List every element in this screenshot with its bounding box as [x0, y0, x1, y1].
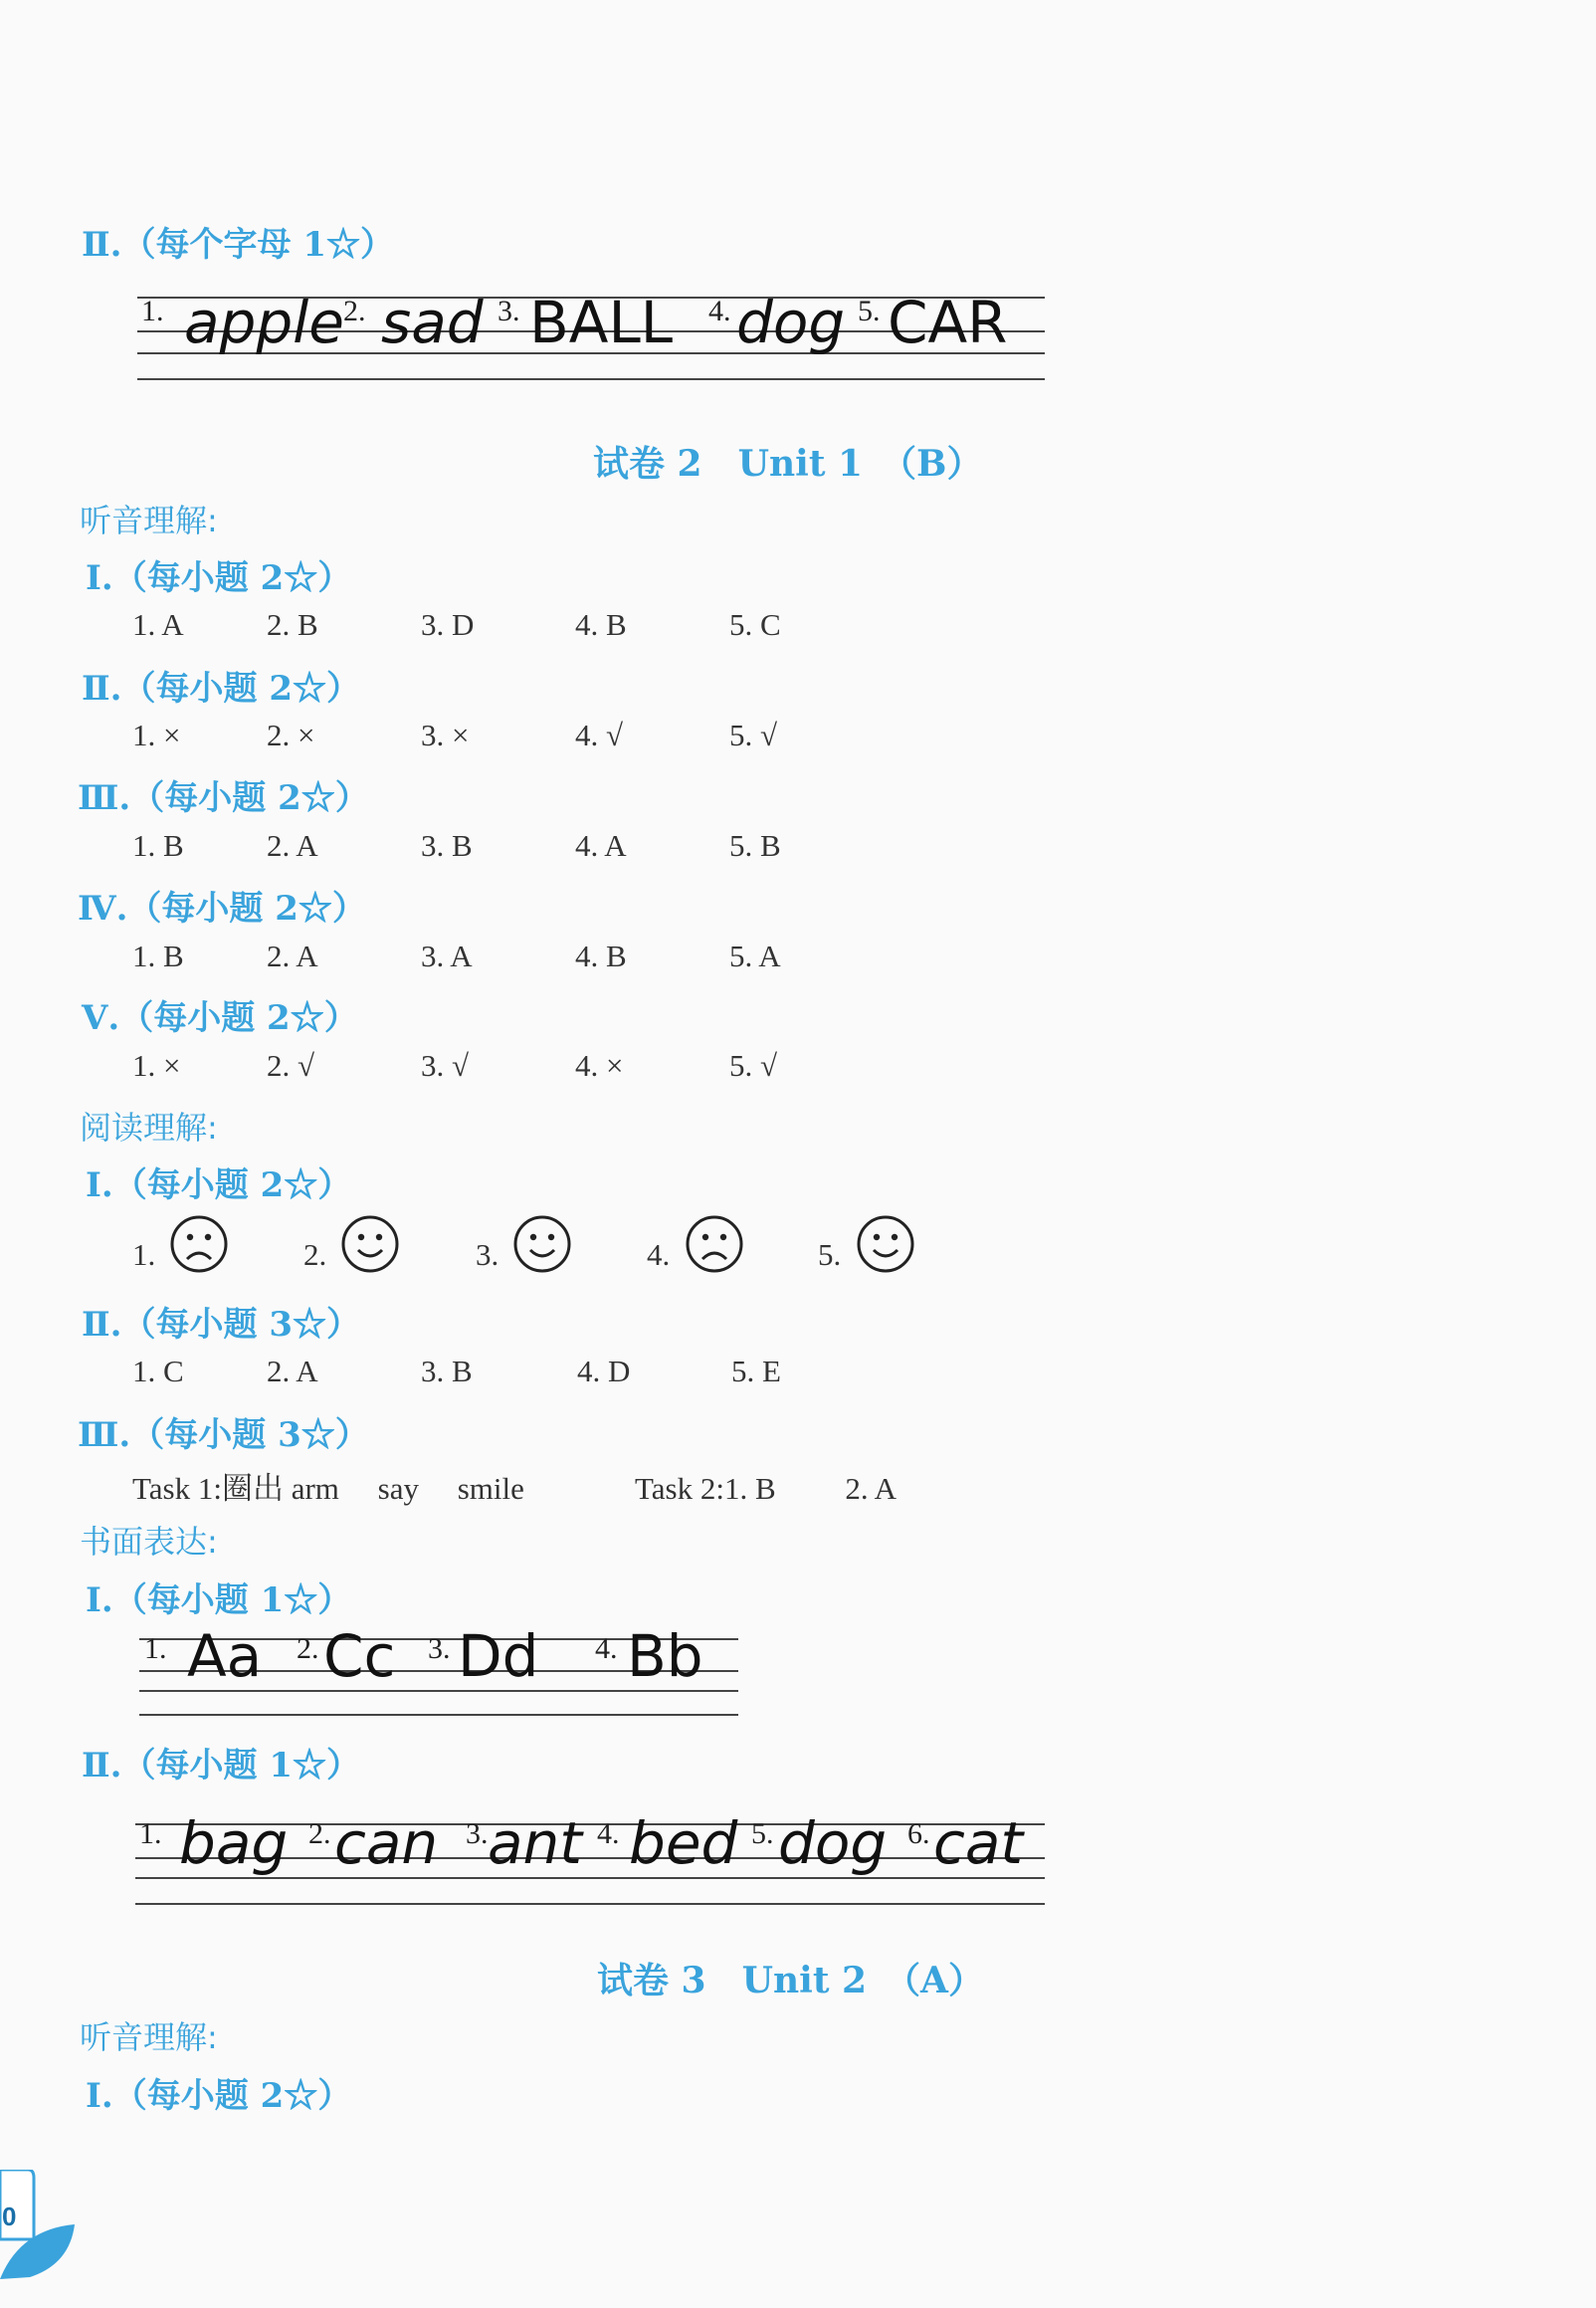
reading-label: 阅读理解:	[80, 1109, 218, 1147]
answer-item: 4. B	[575, 607, 627, 642]
happy-face-icon	[340, 1214, 400, 1274]
answer-number: 5.	[818, 1237, 842, 1272]
answer-number: 6.	[907, 1817, 930, 1850]
sad-face-icon	[169, 1214, 229, 1274]
answer-number: 1.	[144, 1632, 167, 1665]
section-header: Ⅰ.（每小题 2☆）	[86, 558, 352, 598]
section-header: Ⅰ.（每小题 2☆）	[86, 1165, 352, 1205]
answer-number: 3.	[466, 1817, 489, 1850]
section-header: Ⅱ.（每小题 3☆）	[82, 1305, 360, 1345]
answer-item: 4. √	[575, 718, 624, 752]
answer-item: 3. D	[421, 607, 475, 642]
handwritten-word: Cc	[323, 1622, 396, 1690]
handwritten-word: cat	[933, 1809, 1024, 1877]
answer-number: 4.	[647, 1237, 671, 1272]
answer-item: 2. √	[267, 1048, 315, 1083]
answer-number: 1.	[141, 295, 164, 327]
answer-number: 3.	[428, 1632, 451, 1665]
section-header: Ⅳ.（每小题 2☆）	[78, 889, 366, 929]
section-header: Ⅱ.（每小题 1☆）	[82, 1746, 360, 1785]
answer-number: 2.	[343, 295, 366, 327]
answer-item: 4. ×	[575, 1048, 624, 1083]
answer-number: 4.	[708, 295, 731, 327]
answer-item: 1. ×	[132, 1048, 181, 1083]
answer-number: 3.	[476, 1237, 499, 1272]
listening-label: 听音理解:	[80, 502, 218, 539]
section-header: Ⅱ.（每个字母 1☆）	[82, 225, 394, 265]
handwritten-word: Aa	[187, 1622, 263, 1690]
answer-item: 2. A	[267, 828, 318, 863]
answer-item: 3. B	[421, 828, 473, 863]
section-header: Ⅴ.（每小题 2☆）	[82, 998, 358, 1038]
section-header: Ⅲ.（每小题 3☆）	[78, 1415, 369, 1455]
handwritten-word: sad	[381, 289, 484, 356]
handwritten-word: CAR	[888, 289, 1008, 356]
section-header: Ⅲ.（每小题 2☆）	[78, 778, 369, 818]
answer-item: 5. √	[729, 718, 778, 752]
answer-item: 4. D	[577, 1354, 631, 1388]
task2-answer: Task 2:1. B 2. A	[635, 1471, 898, 1506]
task1-answer: Task 1:圈出 arm say smile	[132, 1471, 524, 1506]
answer-number: 5.	[751, 1817, 774, 1850]
answer-number: 1.	[132, 1237, 156, 1272]
handwritten-word: bed	[629, 1809, 738, 1877]
answer-item: 5. B	[729, 828, 781, 863]
answer-item: 2. ×	[267, 718, 315, 752]
answer-item: 5. A	[729, 939, 781, 973]
answer-number: 3.	[498, 295, 520, 327]
answer-item: 4. A	[575, 828, 627, 863]
page-number: 0	[2, 2202, 17, 2231]
answer-item: 1. B	[132, 939, 184, 973]
answer-item: 3. A	[421, 939, 473, 973]
answer-item: 2. A	[267, 1354, 318, 1388]
answer-number: 2.	[308, 1817, 331, 1850]
answer-number: 4.	[597, 1817, 620, 1850]
handwritten-word: bag	[179, 1809, 289, 1877]
answer-number: 2.	[297, 1632, 319, 1665]
answer-number: 1.	[139, 1817, 162, 1850]
paper-title: 试卷 2 Unit 1 （B）	[593, 443, 983, 485]
sad-face-icon	[685, 1214, 744, 1274]
handwritten-word: ant	[488, 1809, 583, 1877]
answer-item: 3. B	[421, 1354, 473, 1388]
answer-item: 2. B	[267, 607, 318, 642]
handwritten-word: Bb	[627, 1622, 703, 1690]
answer-item: 1. C	[132, 1354, 184, 1388]
paper-title: 试卷 3 Unit 2 （A）	[597, 1960, 984, 2001]
answer-item: 5. C	[729, 607, 781, 642]
answer-item: 3. √	[421, 1048, 470, 1083]
answer-item: 5. √	[729, 1048, 778, 1083]
writing-label: 书面表达:	[80, 1523, 218, 1561]
section-header: Ⅰ.（每小题 1☆）	[86, 1580, 352, 1620]
answer-number: 5.	[858, 295, 881, 327]
answer-item: 1. ×	[132, 718, 181, 752]
section-header: Ⅱ.（每小题 2☆）	[82, 669, 360, 709]
listening-label: 听音理解:	[80, 2018, 218, 2056]
handwritten-word: Dd	[458, 1622, 539, 1690]
answer-item: 1. B	[132, 828, 184, 863]
handwritten-word: can	[334, 1809, 439, 1877]
happy-face-icon	[856, 1214, 915, 1274]
happy-face-icon	[512, 1214, 572, 1274]
answer-item: 2. A	[267, 939, 318, 973]
section-header: Ⅰ.（每小题 2☆）	[86, 2076, 352, 2116]
answer-item: 3. ×	[421, 718, 470, 752]
answer-item: 1. A	[132, 607, 184, 642]
answer-item: 5. E	[731, 1354, 781, 1388]
answer-item: 4. B	[575, 939, 627, 973]
handwritten-word: dog	[778, 1809, 888, 1877]
handwritten-word: apple	[184, 289, 344, 356]
answer-number: 2.	[303, 1237, 327, 1272]
handwritten-word: dog	[736, 289, 846, 356]
handwritten-word: BALL	[529, 289, 674, 356]
answer-number: 4.	[595, 1632, 618, 1665]
